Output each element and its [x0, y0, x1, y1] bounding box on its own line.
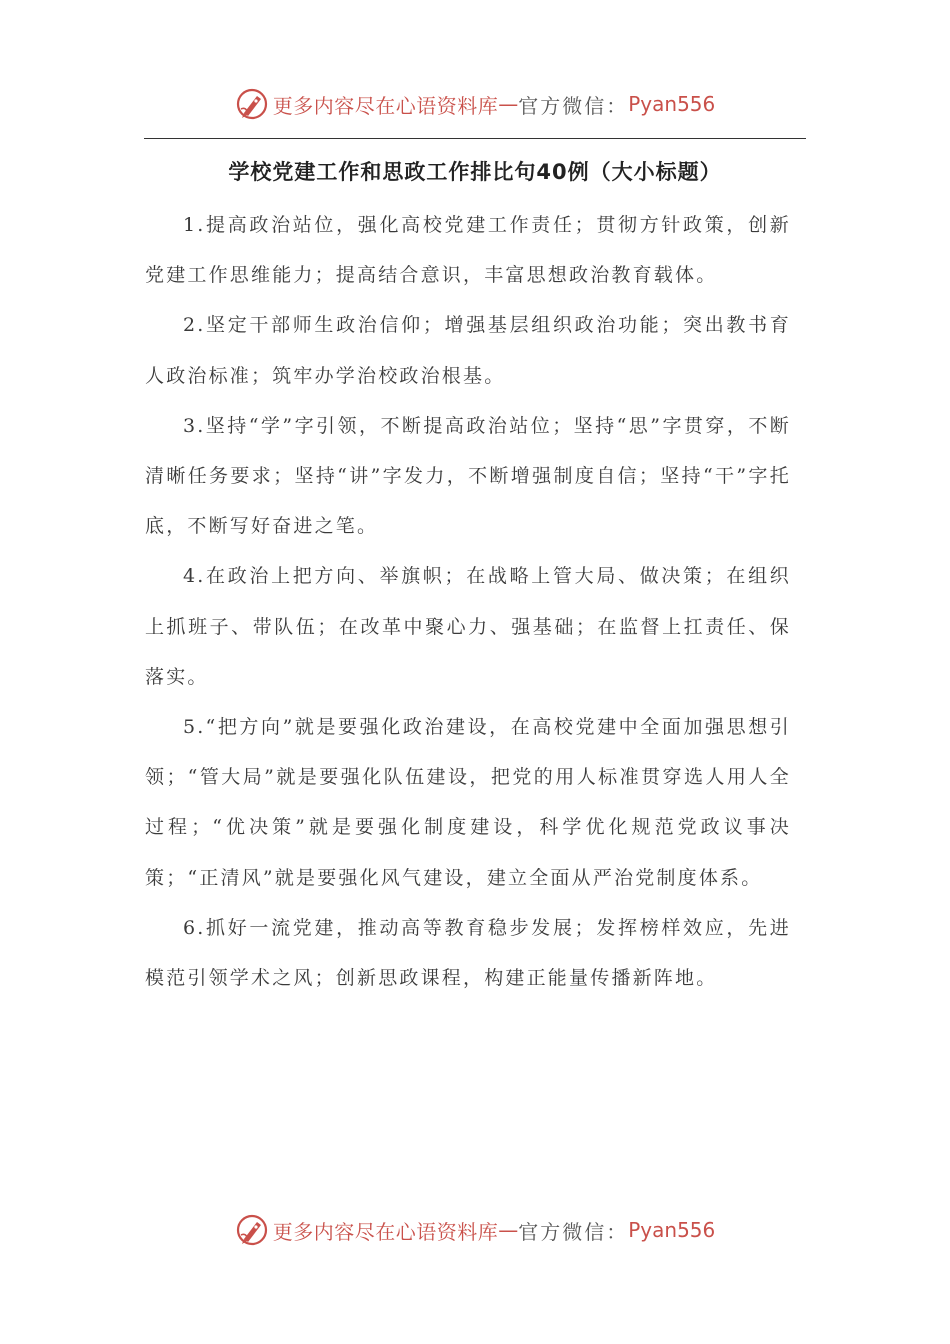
- header-divider: [144, 138, 806, 139]
- footer-site-name: 更多内容尽在心语资料库: [272, 1219, 499, 1244]
- pen-nib-logo-icon: [235, 87, 269, 121]
- document-body: [145, 200, 791, 1003]
- document-title: 学校党建工作和思政工作排比句40例（大小标题）: [228, 160, 722, 184]
- header-banner: [0, 84, 950, 124]
- footer-banner: [0, 1210, 950, 1250]
- banner-dash: —: [498, 92, 519, 116]
- paragraph-1: 1.提高政治站位，强化高校党建工作责任；贯彻方针政策，创新党建工作思维能力；提高结合意识，丰富思想政治教育载体。: [145, 214, 791, 287]
- banner-site-name: 更多内容尽在心语资料库: [272, 93, 499, 118]
- footer-official-label: 官方微信：: [518, 1219, 629, 1244]
- paragraph-5: 5.“把方向”就是要强化政治建设，在高校党建中全面加强思想引领；“管大局”就是要强化队伍建设，把党的用人标准贯穿选人用人全过程；“优决策”就是要强化制度建设，科学优化规范党政议事决策；“正清风”就是要强化风气建设，建立全面从严治党制度体系。: [145, 716, 791, 889]
- paragraph-3: 3.坚持“学”字引领，不断提高政治站位；坚持“思”字贯穿，不断清晰任务要求；坚持“讲”字发力，不断增强制度自信；坚持“干”字托底，不断写好奋进之笔。: [145, 414, 791, 538]
- banner-official-label: 官方微信：: [518, 93, 629, 118]
- paragraph-4: 4.在政治上把方向、举旗帜；在战略上管大局、做决策；在组织上抓班子、带队伍；在改革中聚心力、强基础；在监督上扛责任、保落实。: [145, 565, 791, 688]
- footer-dash: —: [498, 1218, 519, 1242]
- pen-nib-logo-icon: [235, 1213, 269, 1247]
- banner-wechat-id: Pyan556: [628, 92, 716, 116]
- paragraph-6: 6.抓好一流党建，推动高等教育稳步发展；发挥榜样效应，先进模范引领学术之风；创新思政课程，构建正能量传播新阵地。: [145, 916, 791, 990]
- paragraph-2: 2.坚定干部师生政治信仰；增强基层组织政治功能；突出教书育人政治标准；筑牢办学治校政治根基。: [145, 314, 791, 387]
- footer-wechat-id: Pyan556: [628, 1218, 716, 1242]
